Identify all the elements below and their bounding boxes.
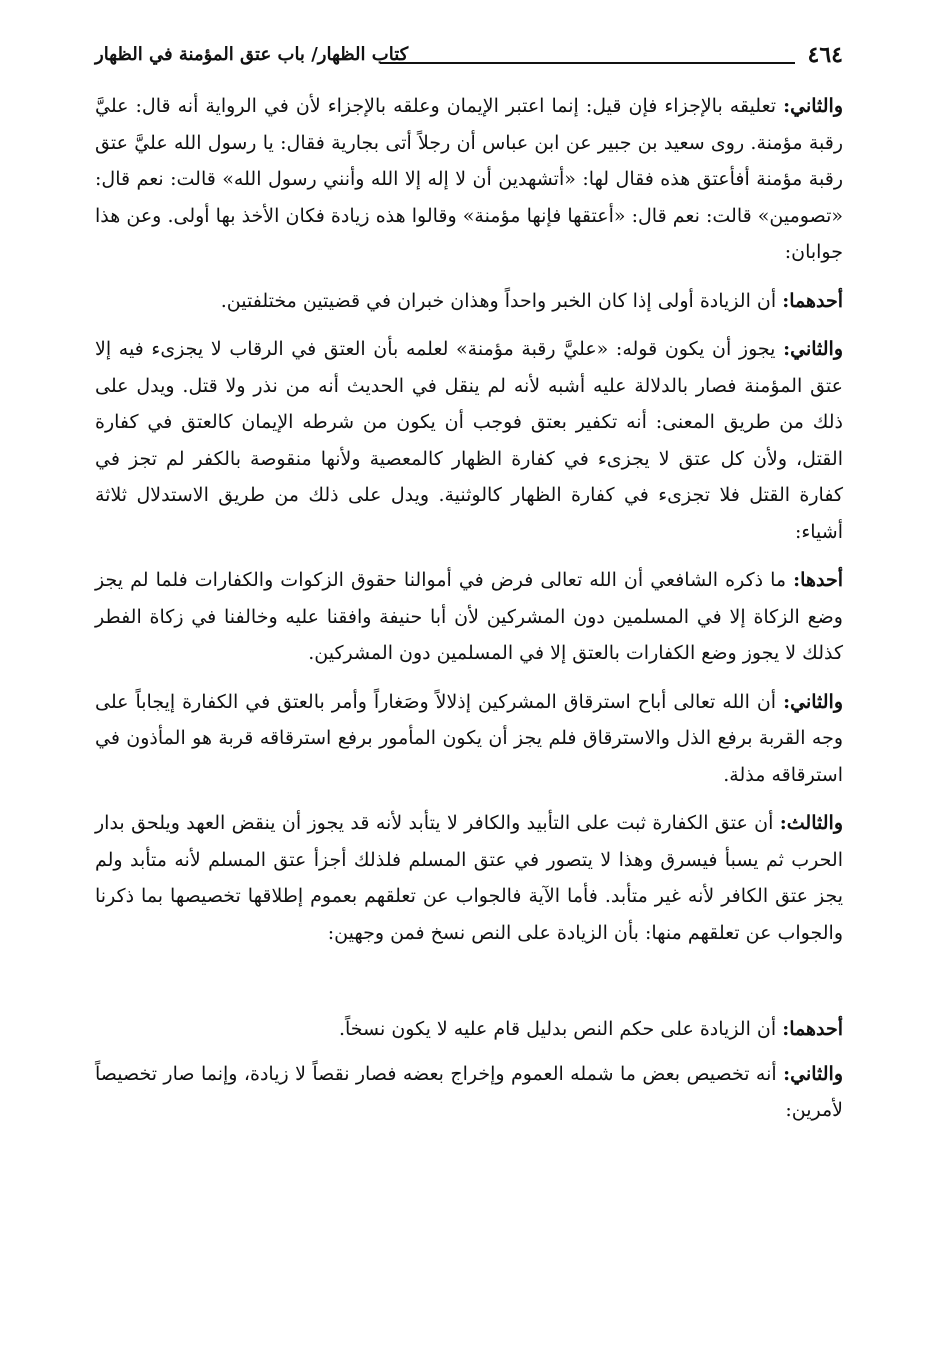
page-header — [95, 38, 843, 78]
paragraph-lead: أحدهما: — [782, 1018, 843, 1040]
paragraph-7 — [95, 1011, 843, 1048]
paragraph-lead: والثاني: — [783, 338, 843, 360]
paragraph-text: تعليقه بالإجزاء فإن قيل: إنما اعتبر الإيمان وعلقه بالإجزاء لأن في الرواية أنه قال: عليَّ رقبة مؤمنة. روى سعيد بن جبير عن ابن عباس أن رجلاً أتى بجارية فقال: يا رسول الله عليَّ عتق رقبة مؤمنة أفأعتق هذه فقال لها: «أتشهدين أن لا إله إلا الله وأنني رسول الله» قالت: نعم قال: «تصومين» قالت: نعم قال: «أعتقها فإنها مؤمنة» وقالوا هذه زيادة فكان الأخذ بها أولى. وعن هذا جوابان: — [95, 95, 843, 263]
paragraph-lead: والثاني: — [783, 95, 843, 117]
paragraph-text: يجوز أن يكون قوله: «عليَّ رقبة مؤمنة» لعلمه بأن العتق في الرقاب لا يجزىء فيه إلا عتق المؤمنة فصار بالدلالة عليه أشبه لأنه لم ينقل في الحديث أنه من نذر ولا قتل. ويدل على ذلك من طريق المعنى: أنه تكفير بعتق فوجب أن يكون من شرطه الإيمان كالعتق في كفارة القتل، ولأن كل عتق لا يجزىء في كفارة الظهار كالمعصية ولأنها منقوصة بالكفر لم تجز في كفارة القتل فلا تجزىء في كفارة الظهار كالوثنية. ويدل على ذلك من طريق الاستدلال ثلاثة أشياء: — [95, 338, 843, 543]
document-page — [95, 38, 843, 1121]
paragraph-text: أن الزيادة أولى إذا كان الخبر واحداً وهذان خبران في قضيتين مختلفتين. — [220, 289, 783, 312]
paragraph-lead: والثالث: — [779, 812, 843, 834]
paragraph-text: أن عتق الكفارة ثبت على التأبيد والكافر لا يتأبد لأنه قد يجوز أن ينقض العهد ويلحق بدار الحرب ثم يسبأ فيسرق وهذا لا يتصور في عتق المسلم فلذلك أجزأ عتق المسلم لأنه متأبد ولم يجز عتق الكافر لأنه غير متأبد. فأما الآية فالجواب عن تعلقهم بعموم إطلاقها تخصيصها بما ذكرنا والجواب عن تعلقهم منها: بأن الزيادة على النص نسخ فمن وجهين: — [95, 812, 843, 944]
running-title: كتاب الظهار/ باب عتق المؤمنة في الظهار — [95, 44, 409, 65]
paragraph-3 — [95, 331, 843, 550]
paragraph-5 — [95, 684, 843, 794]
paragraph-text: أنه تخصيص بعض ما شمله العموم وإخراج بعضه فصار نقصاً لا زيادة، وإنما صار تخصيصاً لأمرين: — [95, 1062, 843, 1121]
paragraph-text: ما ذكره الشافعي أن الله تعالى فرض في أموالنا حقوق الزكوات والكفارات فلما لم يجز وضع الزكاة إلا في المسلمين دون المشركين لأن أبا حنيفة وافقنا عليه وخالفنا في زكاة الفطر كذلك لا يجوز وضع الكفارات بالعتق إلا في المسلمين دون المشركين. — [95, 569, 843, 664]
page-body — [95, 88, 843, 1141]
paragraph-lead: أحدها: — [793, 569, 843, 591]
paragraph-2 — [95, 283, 843, 320]
paragraph-gap — [95, 963, 843, 1011]
page-number: ٤٦٤ — [807, 42, 843, 68]
paragraph-1 — [95, 88, 843, 271]
paragraph-text: أن الله تعالى أباح استرقاق المشركين إذلالاً وصَغاراً وأمر بالعتق في الكفارة إيجاباً على وجه القربة برفع الذل والاسترقاق فلم يجز أن يكون المأمور برفع استرقاقه قربة هو المأذون في استرقاقه مذلة. — [95, 690, 843, 786]
paragraph-6 — [95, 805, 843, 951]
paragraph-text: أن الزيادة على حكم النص بدليل قام عليه لا يكون نسخاً. — [338, 1018, 783, 1040]
paragraph-4 — [95, 562, 843, 672]
paragraph-lead: والثاني: — [783, 1062, 843, 1085]
paragraph-lead: والثاني: — [783, 690, 843, 713]
paragraph-8 — [95, 1056, 843, 1129]
paragraph-lead: أحدهما: — [782, 289, 843, 312]
header-rule — [380, 62, 795, 64]
